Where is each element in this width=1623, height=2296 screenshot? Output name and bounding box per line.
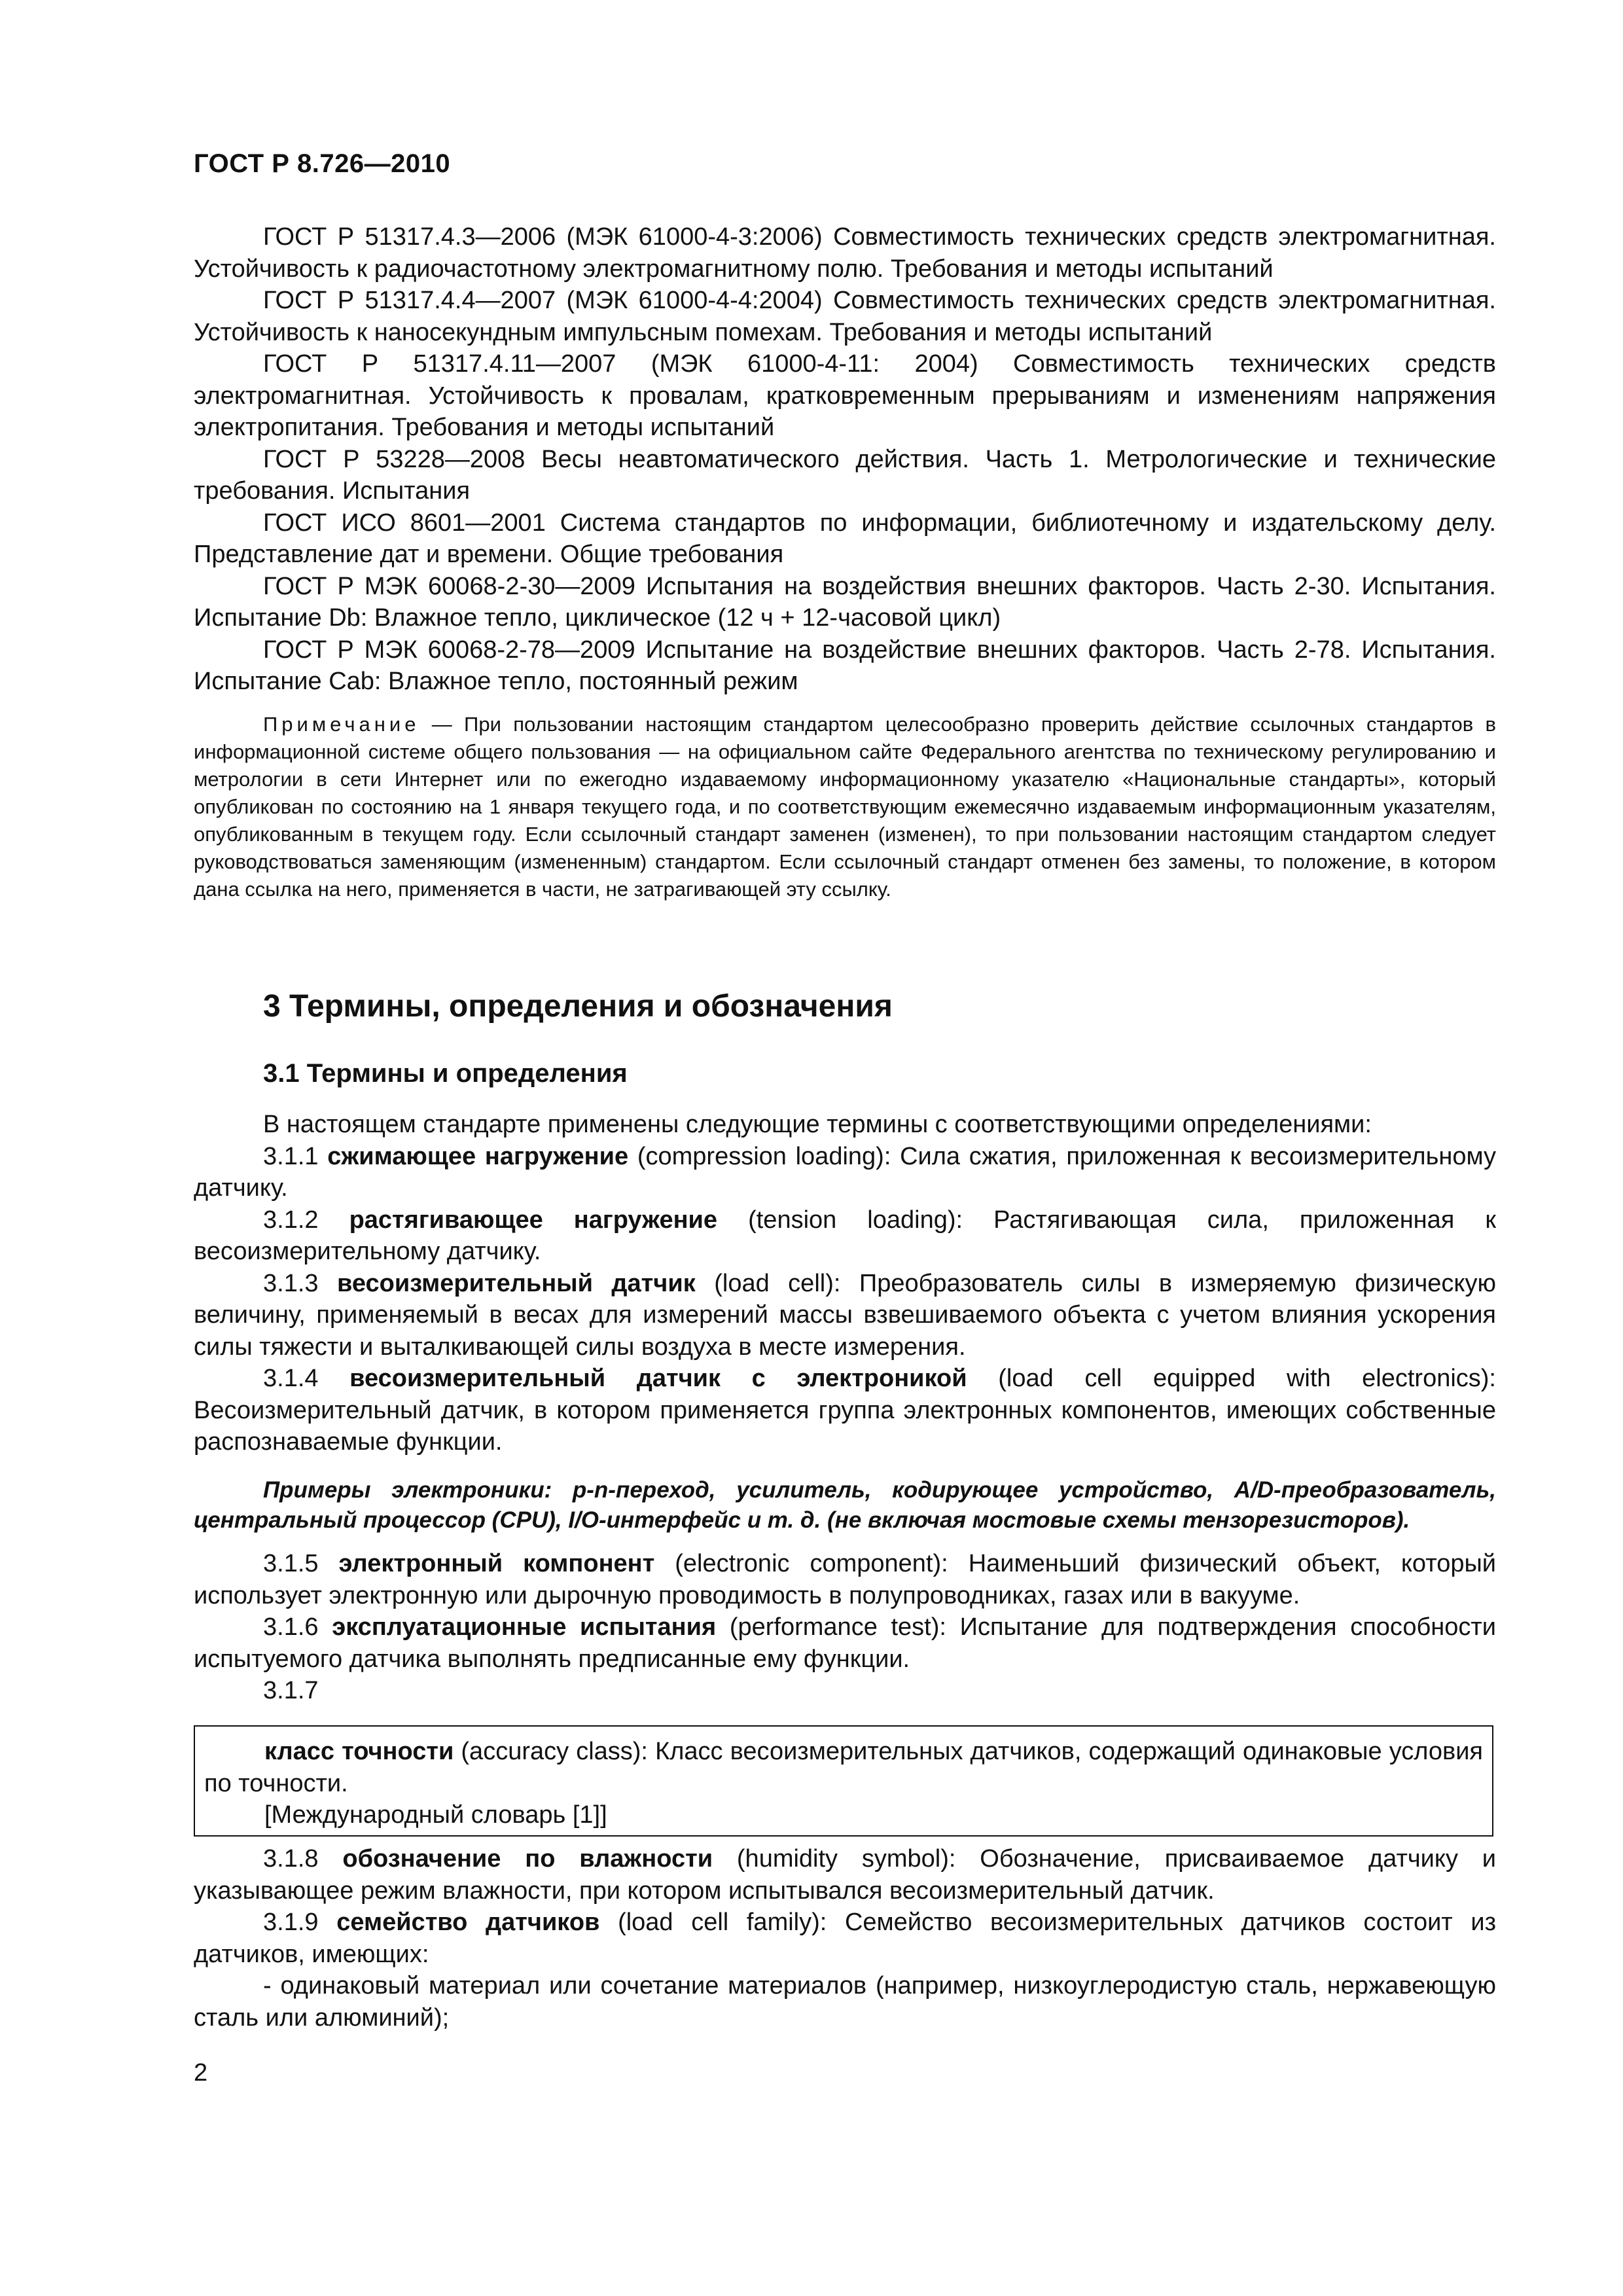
definition-item: 3.1.3 весоизмерительный датчик (load cell): Преобразователь силы в измеряемую физическую величину, применяемый в весах для измерений массы взвешиваемого объекта с учетом влияния ускорения силы тяжести и выталкивающей силы воздуха в месте измерения. xyxy=(194,1269,1496,1361)
page-number: 2 xyxy=(194,2059,208,2087)
note-text: — При пользовании настоящим стандартом целесообразно проверить действие ссылочных стандартов в информационной системе общего пользования — на официальном сайте Федерального агентства по техническому регулированию и метрологии в сети Интернет или по ежегодно издаваемому информационному указателю «Национальные стандарты», который опубликован по состоянию на 1 января текущего года, и по соответствующим ежемесячно издаваемым информационным указателям, опубликованным в текущем году. Если ссылочный стандарт заменен (изменен), то при пользовании настоящим стандартом следует руководствоваться заменяющим (измененным) стандартом. Если ссылочный стандарт отменен без замены, то положение, в котором дана ссылка на него, применяется в части, не затрагивающей эту ссылку. xyxy=(194,713,1496,901)
boxed-definition xyxy=(194,1725,1493,1837)
definition-term: семейство датчиков xyxy=(336,1909,600,1936)
definitions-intro: В настоящем стандарте применены следующие термины с соответствующими определениями: xyxy=(263,1111,1372,1138)
reference-item: ГОСТ Р 53228—2008 Весы неавтоматического действия. Часть 1. Метрологические и технические требования. Испытания xyxy=(194,445,1496,505)
definition-item: 3.1.2 растягивающее нагружение (tension loading): Растягивающая сила, приложенная к весоизмерительному датчику. xyxy=(194,1206,1497,1265)
definition-term: класс точности xyxy=(264,1738,454,1765)
definition-term: эксплуатационные испытания xyxy=(332,1613,717,1641)
definition-item: класс точности (accuracy class): Класс весоизмерительных датчиков, содержащий одинаковые условия по точности. xyxy=(204,1738,1483,1797)
definition-term: обозначение по влажности xyxy=(342,1845,713,1873)
references-note xyxy=(194,711,1496,903)
reference-item: ГОСТ Р 51317.4.11—2007 (МЭК 61000-4-11: 2004) Совместимость технических средств электромагнитная. Устойчивость к провалам, кратковременным прерываниям и изменениям напряжения электропитания. Требования и методы испытаний xyxy=(194,350,1496,441)
normative-references xyxy=(194,221,1496,698)
electronics-examples: Примеры электроники: p-n-переход, усилитель, кодирующее устройство, A/D-преобразователь, центральный процессор (CPU), I/O-интерфейс и т. д. (не включая мостовые схемы тензорезисторов). xyxy=(194,1477,1496,1533)
definitions-block-3 xyxy=(194,1843,1496,2034)
definition-term: электронный компонент xyxy=(338,1550,655,1577)
definition-term: весоизмерительный датчик xyxy=(337,1269,696,1297)
note-label: Примечание xyxy=(263,713,420,736)
definition-item: 3.1.1 сжимающее нагружение (compression loading): Сила сжатия, приложенная к весоизмерительному датчику. xyxy=(194,1142,1497,1202)
definition-item: 3.1.9 семейство датчиков (load cell family): Семейство весоизмерительных датчиков состоит из датчиков, имеющих: xyxy=(194,1909,1497,1968)
section-heading: 3 Термины, определения и обозначения xyxy=(263,989,893,1024)
reference-item: ГОСТ ИСО 8601—2001 Система стандартов по информации, библиотечному и издательскому делу. Представление дат и времени. Общие требования xyxy=(194,509,1496,568)
definition-term: сжимающее нагружение xyxy=(327,1142,629,1170)
definitions-block-2 xyxy=(194,1548,1496,1707)
definition-item: 3.1.5 электронный компонент (electronic component): Наименьший физический объект, который использует электронную или дырочную проводимость в полупроводниках, газах или в вакууме. xyxy=(194,1550,1497,1609)
subsection-heading: 3.1 Термины и определения xyxy=(263,1059,628,1088)
reference-item: ГОСТ Р 51317.4.4—2007 (МЭК 61000-4-4:2004) Совместимость технических средств электромагнитная. Устойчивость к наносекундным импульсным помехам. Требования и методы испытаний xyxy=(194,287,1496,346)
definition-term: растягивающее нагружение xyxy=(349,1206,718,1234)
definition-source: [Международный словарь [1]] xyxy=(264,1801,607,1829)
reference-item: ГОСТ Р 51317.4.3—2006 (МЭК 61000-4-3:2006) Совместимость технических средств электромагнитная. Устойчивость к радиочастотному электромагнитному полю. Требования и методы испытаний xyxy=(194,223,1496,283)
definition-number: 3.1.7 xyxy=(263,1677,319,1704)
reference-item: ГОСТ Р МЭК 60068-2-30—2009 Испытания на воздействия внешних факторов. Часть 2-30. Испытания. Испытание Db: Влажное тепло, циклическое (12 ч + 12-часовой цикл) xyxy=(194,572,1496,632)
list-item: - одинаковый материал или сочетание материалов (например, низкоуглеродистую сталь, нержавеющую сталь или алюминий); xyxy=(194,1972,1496,2032)
reference-item: ГОСТ Р МЭК 60068-2-78—2009 Испытание на воздействие внешних факторов. Часть 2-78. Испытания. Испытание Cab: Влажное тепло, постоянный режим xyxy=(194,636,1496,695)
document-header: ГОСТ Р 8.726—2010 xyxy=(194,149,451,178)
definition-item: 3.1.6 эксплуатационные испытания (performance test): Испытание для подтверждения способности испытуемого датчика выполнять предписанные ему функции. xyxy=(194,1613,1496,1673)
definition-item: 3.1.4 весоизмерительный датчик с электроникой (load cell equipped with electronics): Весоизмерительный датчик, в котором применяется группа электронных компонентов, имеющих собственные распознаваемые функции. xyxy=(194,1365,1496,1456)
definition-term: весоизмерительный датчик с электроникой xyxy=(349,1365,967,1392)
definition-item: 3.1.8 обозначение по влажности (humidity symbol): Обозначение, присваиваемое датчику и указывающее режим влажности, при котором испытывался весоизмерительный датчик. xyxy=(194,1845,1496,1905)
definitions-block-1 xyxy=(194,1109,1496,1458)
